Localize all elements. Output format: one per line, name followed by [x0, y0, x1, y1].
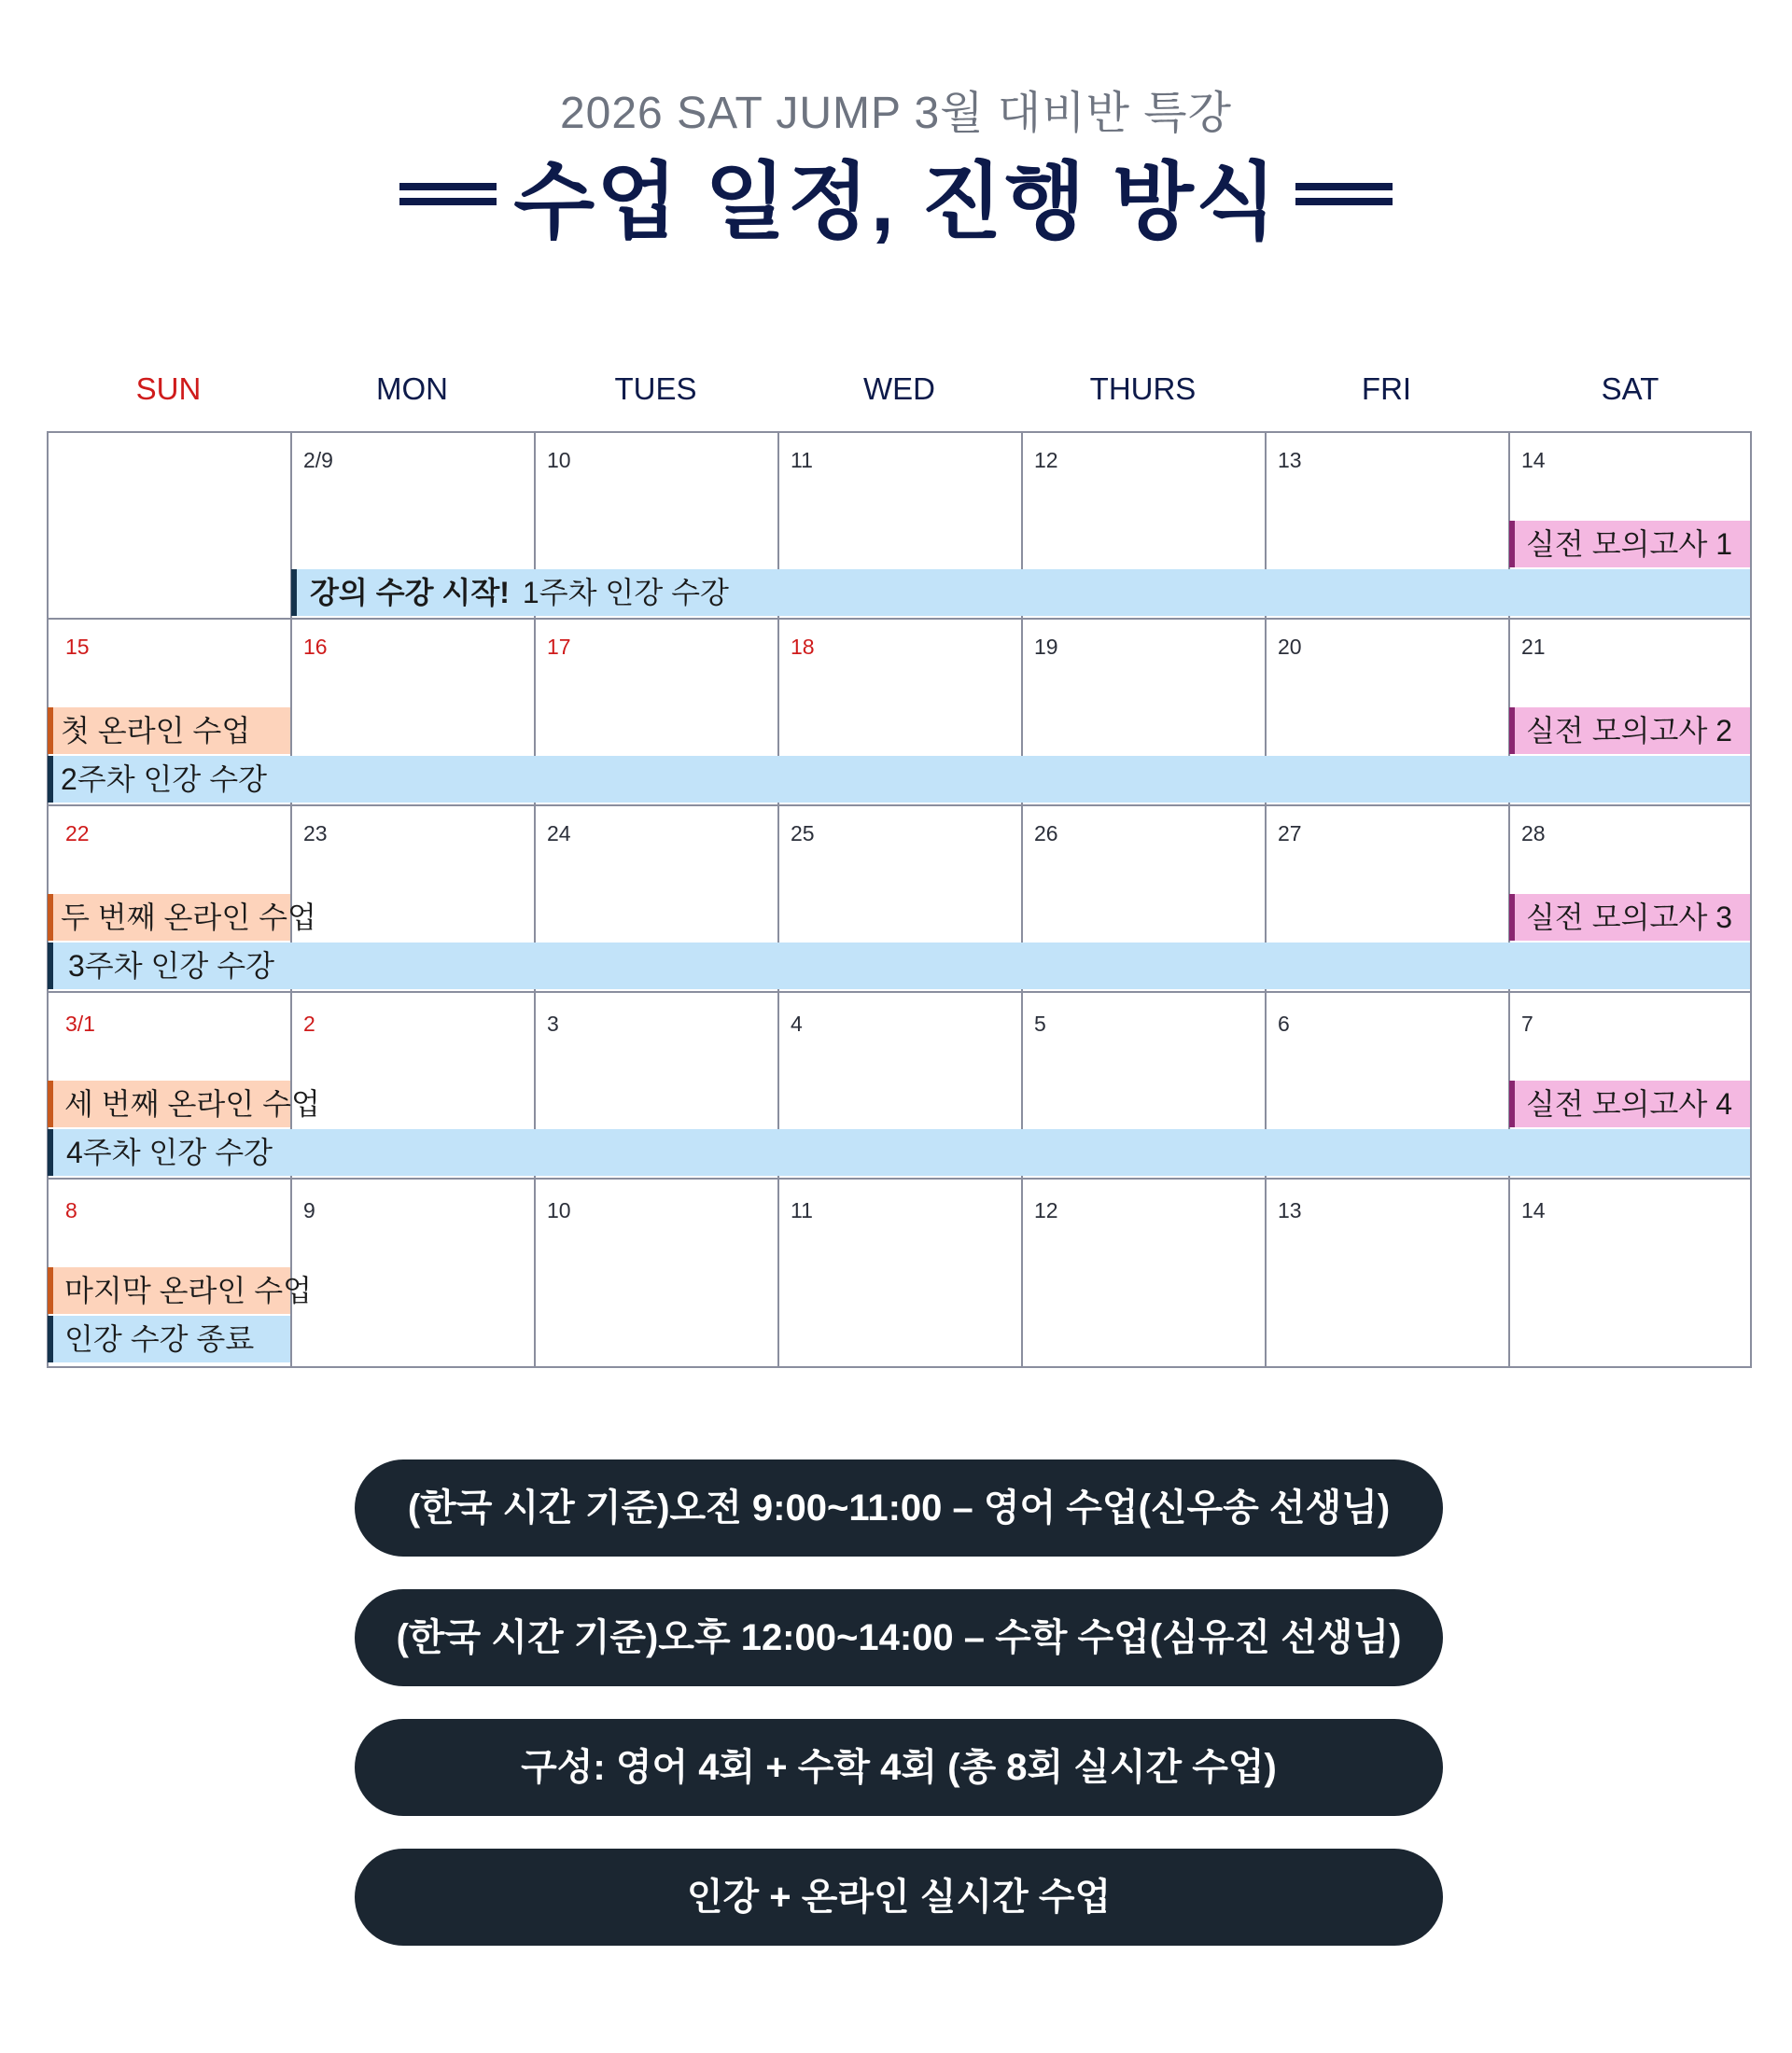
date-label: 28 — [1521, 821, 1546, 845]
day-header-mon: MON — [376, 371, 448, 406]
calendar-cell — [777, 1178, 1021, 1366]
date-label: 6 — [1278, 1012, 1290, 1036]
day-header-fri: FRI — [1361, 371, 1412, 406]
info-pill-composition: 구성: 영어 4회 + 수학 4회 (총 8회 실시간 수업) — [355, 1719, 1443, 1816]
date-label: 12 — [1034, 1198, 1058, 1222]
calendar-cell — [1265, 1178, 1508, 1366]
date-label: 22 — [65, 821, 90, 845]
date-label: 27 — [1278, 821, 1302, 845]
page-subtitle: 2026 SAT JUMP 3월 대비반 특강 — [559, 89, 1233, 138]
date-label: 26 — [1034, 821, 1058, 845]
info-pill-math: (한국 시간 기준)오후 12:00~14:00 – 수학 수업(심유진 선생님) — [355, 1589, 1443, 1686]
date-label: 4 — [791, 1012, 803, 1036]
mock-exam-event: 실전 모의고사 2 — [1509, 707, 1750, 754]
page-title-wrap — [0, 138, 1792, 250]
date-label: 3 — [547, 1012, 559, 1036]
info-pill-format: 인강 + 온라인 실시간 수업 — [355, 1849, 1443, 1946]
mock-exam-event: 실전 모의고사 1 — [1509, 521, 1750, 567]
mock-exam-event: 실전 모의고사 3 — [1509, 894, 1750, 941]
online-class-event: 마지막 온라인 수업 — [48, 1267, 290, 1314]
date-label: 20 — [1278, 635, 1302, 659]
info-pill-english: (한국 시간 기준)오전 9:00~11:00 – 영어 수업(신우송 선생님) — [355, 1459, 1443, 1557]
date-label: 23 — [303, 821, 328, 845]
online-class-event: 두 번째 온라인 수업 — [48, 894, 290, 941]
lecture-week-2-event: 2주차 인강 수강 — [48, 756, 1750, 803]
title-left-decoration — [399, 183, 497, 205]
date-label: 25 — [791, 821, 815, 845]
date-label: 10 — [547, 1198, 571, 1222]
date-label: 11 — [791, 448, 813, 472]
lecture-week-3-event: 3주차 인강 수강 — [48, 943, 1750, 989]
day-header-wed: WED — [863, 371, 935, 406]
date-label: 13 — [1278, 448, 1302, 472]
day-header-tue: TUES — [614, 371, 697, 406]
date-label: 19 — [1034, 635, 1058, 659]
date-label: 12 — [1034, 448, 1058, 472]
date-label: 16 — [303, 635, 328, 659]
date-label: 8 — [65, 1198, 77, 1222]
grid-bottom-border — [47, 1366, 1752, 1368]
date-label: 24 — [547, 821, 571, 845]
lecture-week-1-event — [291, 569, 1750, 616]
date-label: 21 — [1521, 635, 1546, 659]
date-label: 9 — [303, 1198, 315, 1222]
date-label: 14 — [1521, 1198, 1546, 1222]
date-label: 2/9 — [303, 448, 333, 472]
lecture-week-4-event: 4주차 인강 수강 — [48, 1129, 1750, 1176]
date-label: 5 — [1034, 1012, 1046, 1036]
mock-exam-event: 실전 모의고사 4 — [1509, 1081, 1750, 1127]
lecture-week-label: 1주차 인강 수강 — [522, 576, 729, 609]
day-header-sun: SUN — [135, 371, 202, 406]
date-label: 3/1 — [65, 1012, 95, 1036]
date-label: 11 — [791, 1198, 813, 1222]
title-right-decoration — [1295, 183, 1393, 205]
online-class-event: 세 번째 온라인 수업 — [48, 1081, 290, 1127]
calendar-cell — [290, 1178, 534, 1366]
date-label: 18 — [791, 635, 815, 659]
calendar-cell — [1508, 1178, 1752, 1366]
day-header-sat: SAT — [1601, 371, 1659, 406]
lecture-end-event: 인강 수강 종료 — [48, 1316, 290, 1362]
calendar-cell — [534, 1178, 777, 1366]
lecture-start-label: 강의 수강 시작! — [310, 576, 510, 609]
calendar-cell — [47, 431, 290, 618]
date-label: 10 — [547, 448, 571, 472]
page-title: 수업 일정, 진행 방식 — [513, 156, 1279, 249]
grid-right-border — [1750, 431, 1752, 1368]
online-class-event: 첫 온라인 수업 — [48, 707, 290, 754]
calendar-cell — [1021, 1178, 1265, 1366]
date-label: 14 — [1521, 448, 1546, 472]
date-label: 13 — [1278, 1198, 1302, 1222]
date-label: 2 — [303, 1012, 315, 1036]
date-label: 15 — [65, 635, 90, 659]
day-header-thu: THURS — [1089, 371, 1197, 406]
date-label: 7 — [1521, 1012, 1533, 1036]
date-label: 17 — [547, 635, 571, 659]
